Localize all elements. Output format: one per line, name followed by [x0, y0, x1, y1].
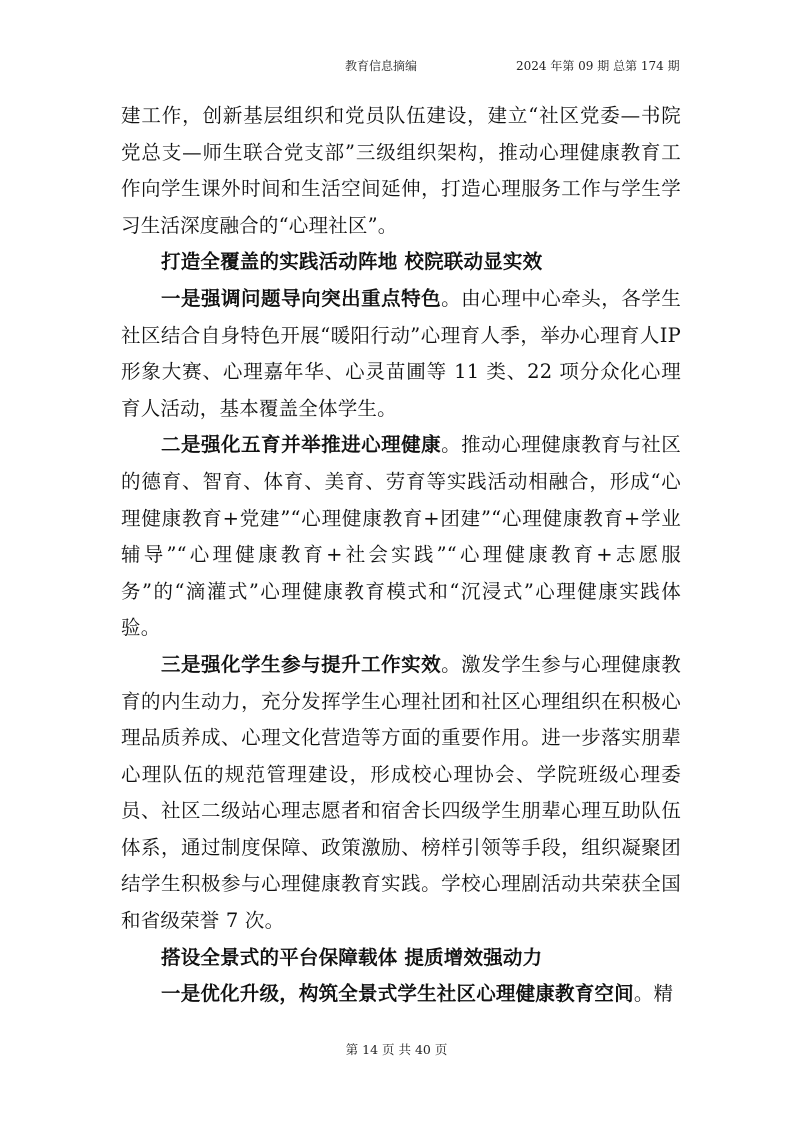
section-heading-practice: 打造全覆盖的实践活动阵地 校院联动显实效: [161, 250, 543, 274]
paragraph-continued: 建工作，创新基层组织和党员队伍建设，建立“社区党委—书院党总支—师生联合党支部”三级组织架构，推动心理健康教育工作向学生课外时间和生活空间延伸，打造心理服务工作与学生学习生活深度融合的“心理社区”。: [121, 104, 681, 237]
paragraph-text: 。由心理中心牵头，各学生社区结合自身特色开展“暖阳行动”心理育人季，举办心理育人IP 形象大赛、心理嘉年华、心灵苗圃等 11 类、22 项分众化心理育人活动，基本覆盖全体学生。: [121, 286, 681, 420]
paragraph-student-participation: [121, 647, 681, 940]
paragraph-lead: 一是优化升级，构筑全景式学生社区心理健康教育空间: [161, 982, 634, 1006]
paragraph-lead: 二是强化五育并举推进心理健康: [161, 433, 442, 457]
paragraph-lead: 三是强化学生参与提升工作实效: [161, 652, 442, 676]
issue-number: 2024 年第 09 期 总第 174 期: [516, 59, 680, 73]
paragraph-text: 。推动心理健康教育与社区的德育、智育、体育、美育、劳育等实践活动相融合，形成“心理健康教育+党建”“心理健康教育+团建”“心理健康教育+学业辅导”“心理健康教育+社会实践”“心理健康教育+志愿服务”的“滴灌式”心理健康教育模式和“沉浸式”心理健康实践体验。: [121, 433, 681, 640]
paragraph-optimize-upgrade: [121, 976, 681, 1013]
paragraph-text: 。精: [633, 982, 674, 1006]
page-footer: [0, 1040, 793, 1058]
publication-title: 教育信息摘编: [345, 59, 418, 73]
paragraph-five-education: [121, 427, 681, 647]
paragraph-text: 。激发学生参与心理健康教育的内生动力，充分发挥学生心理社团和社区心理组织在积极心理品质养成、心理文化营造等方面的重要作用。进一步落实朋辈心理队伍的规范管理建设，形成校心理协会、学院班级心理委员、社区二级站心理志愿者和宿舍长四级学生朋辈心理互助队伍体系，通过制度保障、政策激励、榜样引领等手段，组织凝聚团结学生积极参与心理健康教育实践。学校心理剧活动共荣获全国和省级荣誉 7 次。: [121, 652, 681, 933]
article-body: [121, 98, 681, 1013]
section-heading-platform: 搭设全景式的平台保障载体 提质增效强动力: [161, 945, 543, 969]
paragraph-lead: 一是强调问题导向突出重点特色: [161, 286, 442, 310]
paragraph-problem-oriented: [121, 281, 681, 427]
page-number: 第 14 页 共 40 页: [345, 1042, 448, 1057]
page-header: [0, 57, 793, 77]
